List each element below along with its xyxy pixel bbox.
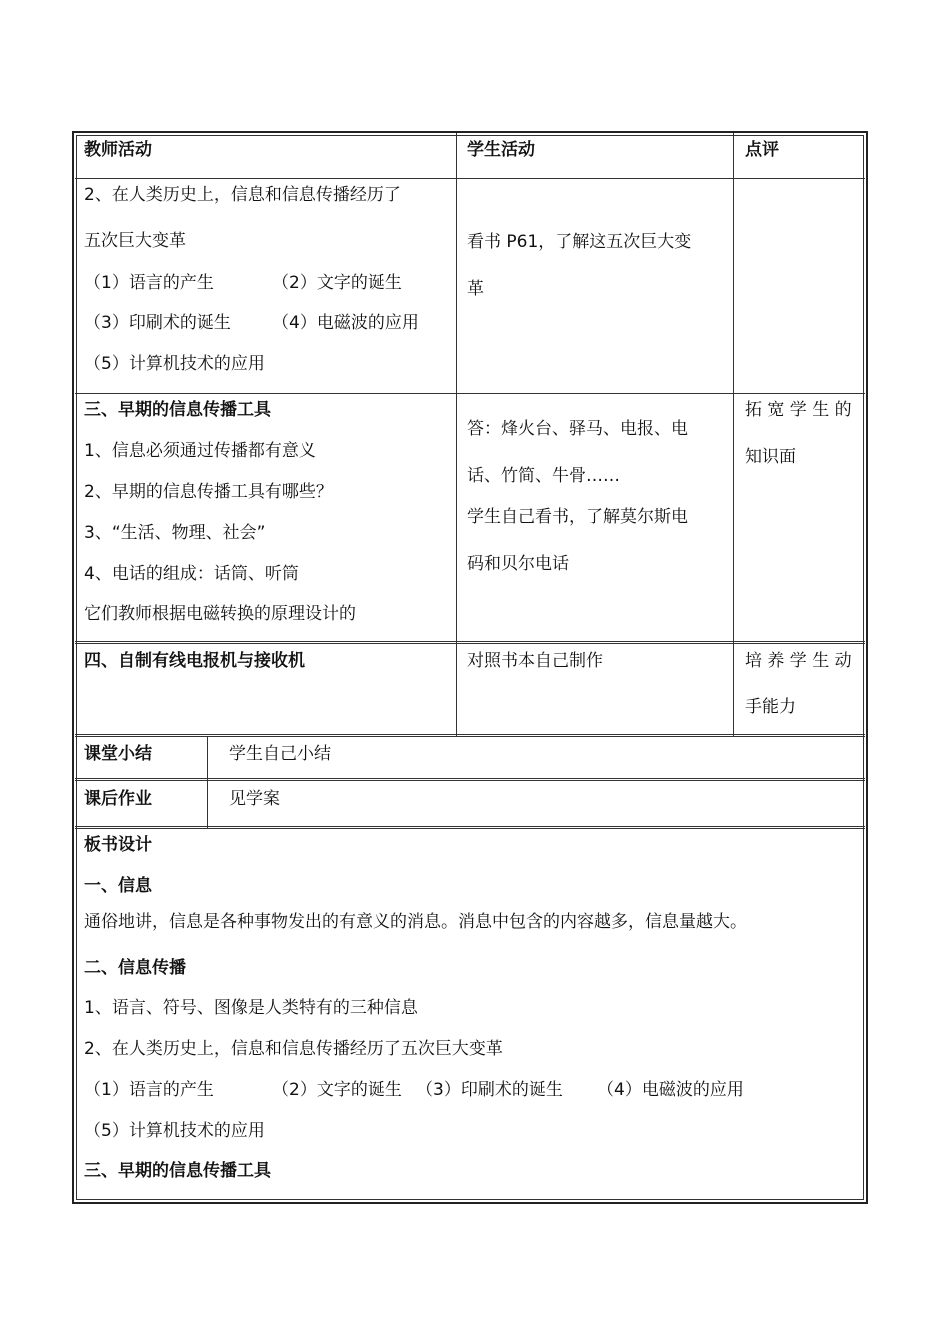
row2-teacher-title: 三、早期的信息传播工具 [84,400,271,420]
board-section2-line1: 1、语言、符号、图像是人类特有的三种信息 [84,998,418,1018]
divider-header [75,178,865,179]
board-item-3: （3）印刷术的诞生 [416,1080,563,1100]
divider-row3 [75,734,865,737]
row2-teacher-line2: 2、早期的信息传播工具有哪些？ [84,482,333,502]
board-item-1: （1）语言的产生 [84,1080,214,1100]
divider-homework [75,826,865,829]
divider-row1 [75,393,865,394]
row2-teacher-line3: 3、“生活、物理、社会” [84,523,266,543]
board-item-2: （2）文字的诞生 [272,1080,402,1100]
row2-teacher-line5: 它们教师根据电磁转换的原理设计的 [84,604,356,624]
homework-value: 见学案 [229,789,280,809]
row1-student-line1: 看书 P61，了解这五次巨大变 [467,232,692,252]
row1-item-5: （5）计算机技术的应用 [84,354,265,374]
board-section3-title: 三、早期的信息传播工具 [84,1161,271,1181]
summary-label: 课堂小结 [84,744,152,764]
row3-student: 对照书本自己制作 [467,651,603,671]
divider-summary [75,778,865,781]
board-section2-title: 二、信息传播 [84,958,186,978]
homework-label: 课后作业 [84,789,152,809]
row1-item-2: （2）文字的诞生 [272,273,402,293]
header-comment: 点评 [745,140,779,160]
summary-value: 学生自己小结 [229,744,331,764]
row3-comment-line1: 培 养 学 生 动 [745,651,852,671]
col-divider-3 [207,736,208,828]
col-divider-2 [733,133,734,736]
board-section2-line2: 2、在人类历史上，信息和信息传播经历了五次巨大变革 [84,1039,503,1059]
board-section1-text: 通俗地讲，信息是各种事物发出的有意义的消息。消息中包含的内容越多，信息量越大。 [84,912,747,932]
header-student: 学生活动 [467,140,535,160]
board-section1-title: 一、信息 [84,876,152,896]
board-item-5: （5）计算机技术的应用 [84,1121,265,1141]
header-teacher: 教师活动 [84,140,152,160]
row1-student-line2: 革 [467,279,484,299]
row1-item-1: （1）语言的产生 [84,273,214,293]
row2-student-line2: 话、竹简、牛骨…… [467,466,620,486]
row2-student-line1: 答：烽火台、驿马、电报、电 [467,419,688,439]
divider-row2 [75,641,865,644]
row1-item-4: （4）电磁波的应用 [272,313,419,333]
col-divider-1 [456,133,457,736]
row3-teacher: 四、自制有线电报机与接收机 [84,651,305,671]
row2-comment-line2: 知识面 [745,447,796,467]
row2-student-line4: 码和贝尔电话 [467,554,569,574]
row2-student-line3: 学生自己看书，了解莫尔斯电 [467,507,688,527]
board-title: 板书设计 [84,835,152,855]
board-item-4: （4）电磁波的应用 [597,1080,744,1100]
row3-comment-line2: 手能力 [745,697,796,717]
row1-teacher-line2: 五次巨大变革 [84,231,186,251]
row1-teacher-line1: 2、在人类历史上，信息和信息传播经历了 [84,185,401,205]
row1-item-3: （3）印刷术的诞生 [84,313,231,333]
row2-teacher-line4: 4、电话的组成：话筒、听筒 [84,564,299,584]
row2-teacher-line1: 1、信息必须通过传播都有意义 [84,441,316,461]
row2-comment-line1: 拓 宽 学 生 的 [745,400,852,420]
